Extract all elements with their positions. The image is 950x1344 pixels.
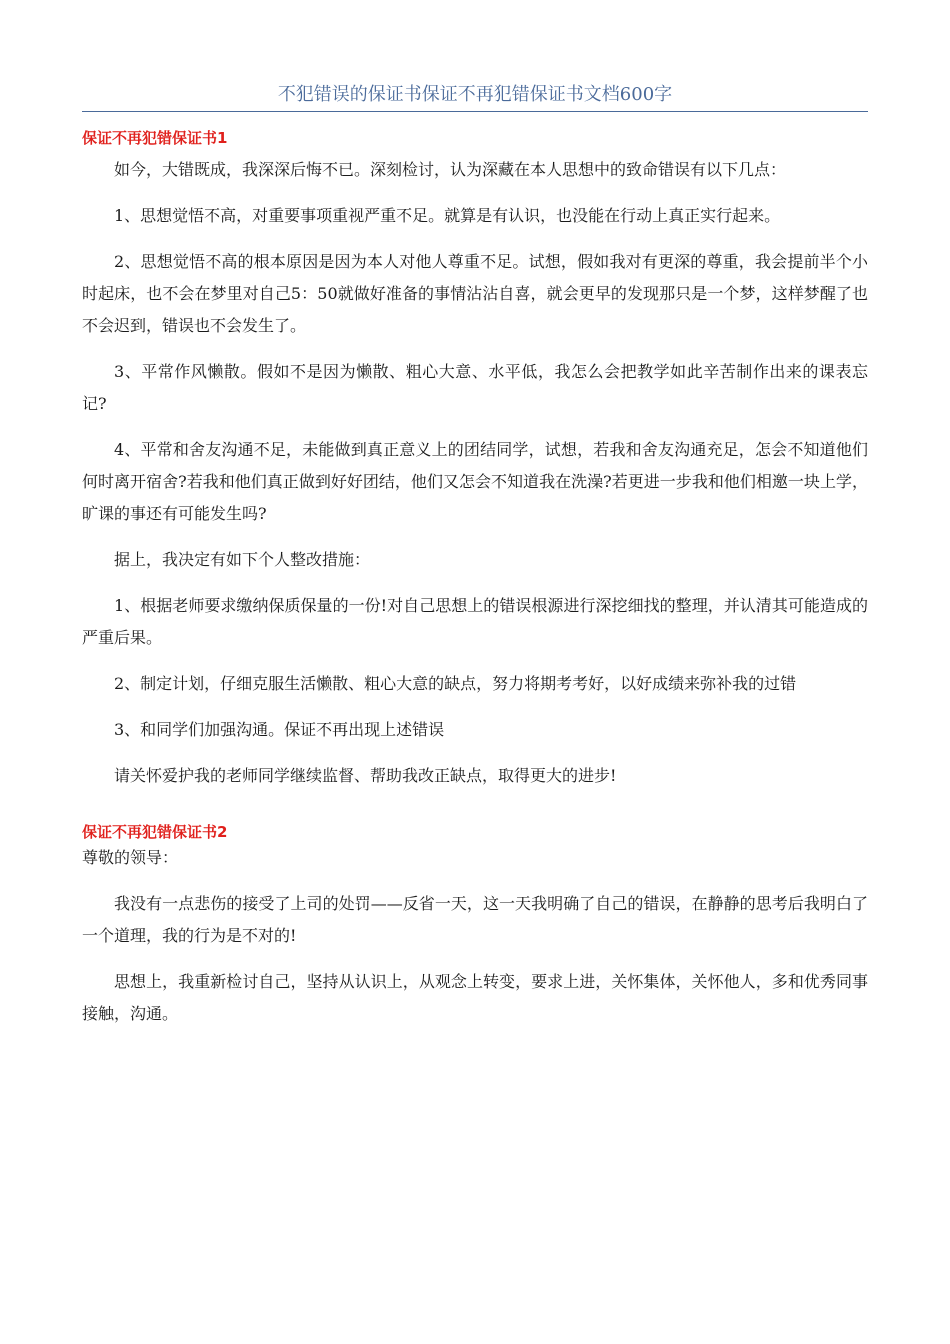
paragraph: 思想上，我重新检讨自己，坚持从认识上，从观念上转变，要求上进，关怀集体，关怀他人，多和优秀同事接触，沟通。 [82,972,868,1023]
paragraph: 我没有一点悲伤的接受了上司的处罚——反省一天，这一天我明确了自己的错误，在静静的思考后我明白了一个道理，我的行为是不对的! [82,894,868,945]
salutation: 尊敬的领导： [82,848,179,867]
paragraph: 1、思想觉悟不高，对重要事项重视严重不足。就算是有认识，也没能在行动上真正实行起来。 [114,206,781,225]
section-2-heading: 保证不再犯错保证书2 [82,823,228,841]
section-1-heading: 保证不再犯错保证书1 [82,129,228,147]
paragraph: 2、思想觉悟不高的根本原因是因为本人对他人尊重不足。试想，假如我对有更深的尊重，我会提前半个小时起床，也不会在梦里对自己5：50就做好准备的事情沾沾自喜，就会更早的发现那只是一个梦，这样梦醒了也不会迟到，错误也不会发生了。 [82,252,868,335]
paragraph: 3、和同学们加强沟通。保证不再出现上述错误 [114,720,445,739]
paragraph: 据上，我决定有如下个人整改措施： [114,550,371,569]
paragraph: 请关怀爱护我的老师同学继续监督、帮助我改正缺点，取得更大的进步! [114,766,617,785]
document-title: 不犯错误的保证书保证不再犯错保证书文档600字 [82,84,868,112]
paragraph: 如今，大错既成，我深深后悔不已。深刻检讨，认为深藏在本人思想中的致命错误有以下几点： [114,160,787,179]
paragraph: 2、制定计划，仔细克服生活懒散、粗心大意的缺点，努力将期考考好，以好成绩来弥补我的过错 [114,674,797,693]
paragraph: 3、平常作风懒散。假如不是因为懒散、粗心大意、水平低，我怎么会把教学如此辛苦制作出来的课表忘记? [82,362,868,413]
paragraph: 1、根据老师要求缴纳保质保量的一份!对自己思想上的错误根源进行深挖细找的整理，并认清其可能造成的严重后果。 [82,596,868,647]
document-page [82,0,868,1030]
paragraph: 4、平常和舍友沟通不足，未能做到真正意义上的团结同学，试想，若我和舍友沟通充足，怎会不知道他们何时离开宿舍?若我和他们真正做到好好团结，他们又怎会不知道我在洗澡?若更进一步我和他们相邀一块上学，旷课的事还有可能发生吗? [82,440,868,523]
